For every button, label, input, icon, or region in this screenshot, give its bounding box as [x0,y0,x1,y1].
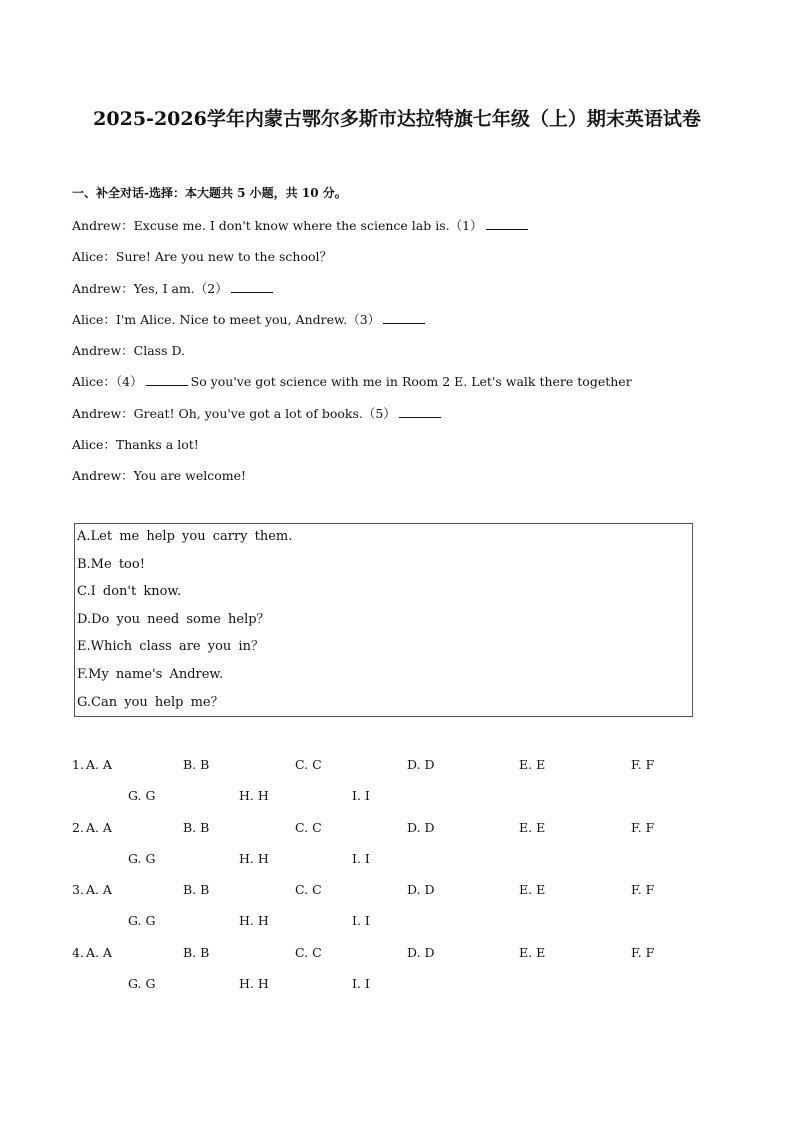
dialogue-line [72,247,722,278]
choice-option[interactable]: I. I [352,976,370,992]
choice-option[interactable]: F. F [631,944,655,960]
dialogue-text: Alice：Thanks a lot! [72,437,199,453]
answer-blank[interactable] [399,405,441,418]
dialogue-line [72,341,722,372]
choice-option[interactable] [72,757,112,772]
choice-option[interactable]: E. E [519,944,546,960]
question-row [72,820,722,851]
choice-option[interactable]: B. B [183,819,210,835]
choice-option[interactable]: E. E [519,819,546,835]
question-row [72,913,722,944]
choice-option[interactable] [72,945,112,960]
choice-option[interactable]: I. I [352,850,370,866]
choice-option[interactable]: G. G [128,913,156,929]
dialogue-text: Andrew：Excuse me. I don't know where the science lab is.（1） [72,218,483,233]
choice-option[interactable]: H. H [239,850,269,866]
choice-option[interactable]: F. F [631,819,655,835]
dialogue-text: Andrew：Yes, I am.（2） [72,280,228,296]
choice-option[interactable]: C. C [295,757,322,772]
option-item: D.Do you need some help？ [77,611,270,627]
options-box [74,523,693,717]
option-item: E.Which class are you in？ [77,639,264,655]
dialogue-text: Alice：I'm Alice. Nice to meet you, Andrew.（3） [72,311,381,327]
dialogue-line [72,216,722,247]
dialogue-line [72,372,722,403]
choice-label: A. A [85,819,112,835]
choice-option[interactable]: G. G [128,850,156,866]
answer-blank[interactable] [383,311,425,324]
question-row [72,757,722,788]
choice-option[interactable]: D. D [407,757,435,772]
choice-option[interactable]: G. G [128,976,156,992]
choice-option[interactable]: C. C [295,819,322,835]
choice-option[interactable]: H. H [239,976,269,992]
choice-option[interactable]: D. D [407,819,435,835]
option-item: F.My name's Andrew. [77,666,224,682]
question-row [72,976,722,1007]
choice-option[interactable]: B. B [183,757,210,772]
option-item: A.Let me help you carry them. [77,529,293,544]
option-item: C.I don't know. [77,584,182,600]
page-title: 2025-2026学年内蒙古鄂尔多斯市达拉特旗七年级（上）期末英语试卷 [93,108,701,130]
dialogue-line [72,279,722,310]
question-number: 2. [72,819,84,835]
choice-label: A. A [85,882,112,898]
question-row [72,882,722,913]
choice-option[interactable]: E. E [519,882,546,898]
dialogue-text-after: So you've got science with me in Room 2 E. Let's walk there together [190,374,632,390]
choice-option[interactable]: F. F [631,757,655,772]
answer-blank[interactable] [486,217,528,230]
answer-blank[interactable] [146,373,188,386]
dialogue [72,216,722,498]
choice-option[interactable]: B. B [183,882,210,898]
choice-label: A. A [85,757,112,772]
dialogue-text: Andrew：Great! Oh, you've got a lot of books.（5） [72,405,396,421]
question-row [72,851,722,882]
choice-option[interactable]: I. I [352,913,370,929]
question-number: 4. [72,944,84,960]
dialogue-line [72,435,722,466]
questions-list [72,757,722,1007]
question-row [72,788,722,819]
choice-option[interactable]: B. B [183,944,210,960]
choice-option[interactable]: H. H [239,913,269,929]
choice-option[interactable]: H. H [239,788,269,804]
choice-option[interactable]: G. G [128,788,156,804]
section-heading: 一、补全对话-选择：本大题共 5 小题，共 10 分。 [72,186,347,200]
choice-option[interactable]: I. I [352,788,370,804]
choice-label: A. A [85,944,112,960]
dialogue-line [72,466,722,497]
question-number: 1. [72,757,84,772]
choice-option[interactable]: C. C [295,882,322,898]
option-item: G.Can you help me？ [77,694,224,710]
choice-option[interactable] [72,882,112,897]
answer-blank[interactable] [231,280,273,293]
choice-option[interactable] [72,820,112,835]
dialogue-line [72,310,722,341]
option-item: B.Me too! [77,556,145,572]
dialogue-text: Alice：Sure! Are you new to the school？ [72,249,332,265]
dialogue-text: Andrew：You are welcome! [72,468,247,484]
dialogue-text: Alice：（4） [72,374,143,390]
choice-option[interactable]: C. C [295,944,322,960]
dialogue-line [72,404,722,435]
choice-option[interactable]: E. E [519,757,546,772]
question-number: 3. [72,882,84,898]
choice-option[interactable]: D. D [407,882,435,898]
choice-option[interactable]: F. F [631,882,655,898]
question-row [72,945,722,976]
dialogue-text: Andrew：Class D. [72,343,186,359]
choice-option[interactable]: D. D [407,944,435,960]
